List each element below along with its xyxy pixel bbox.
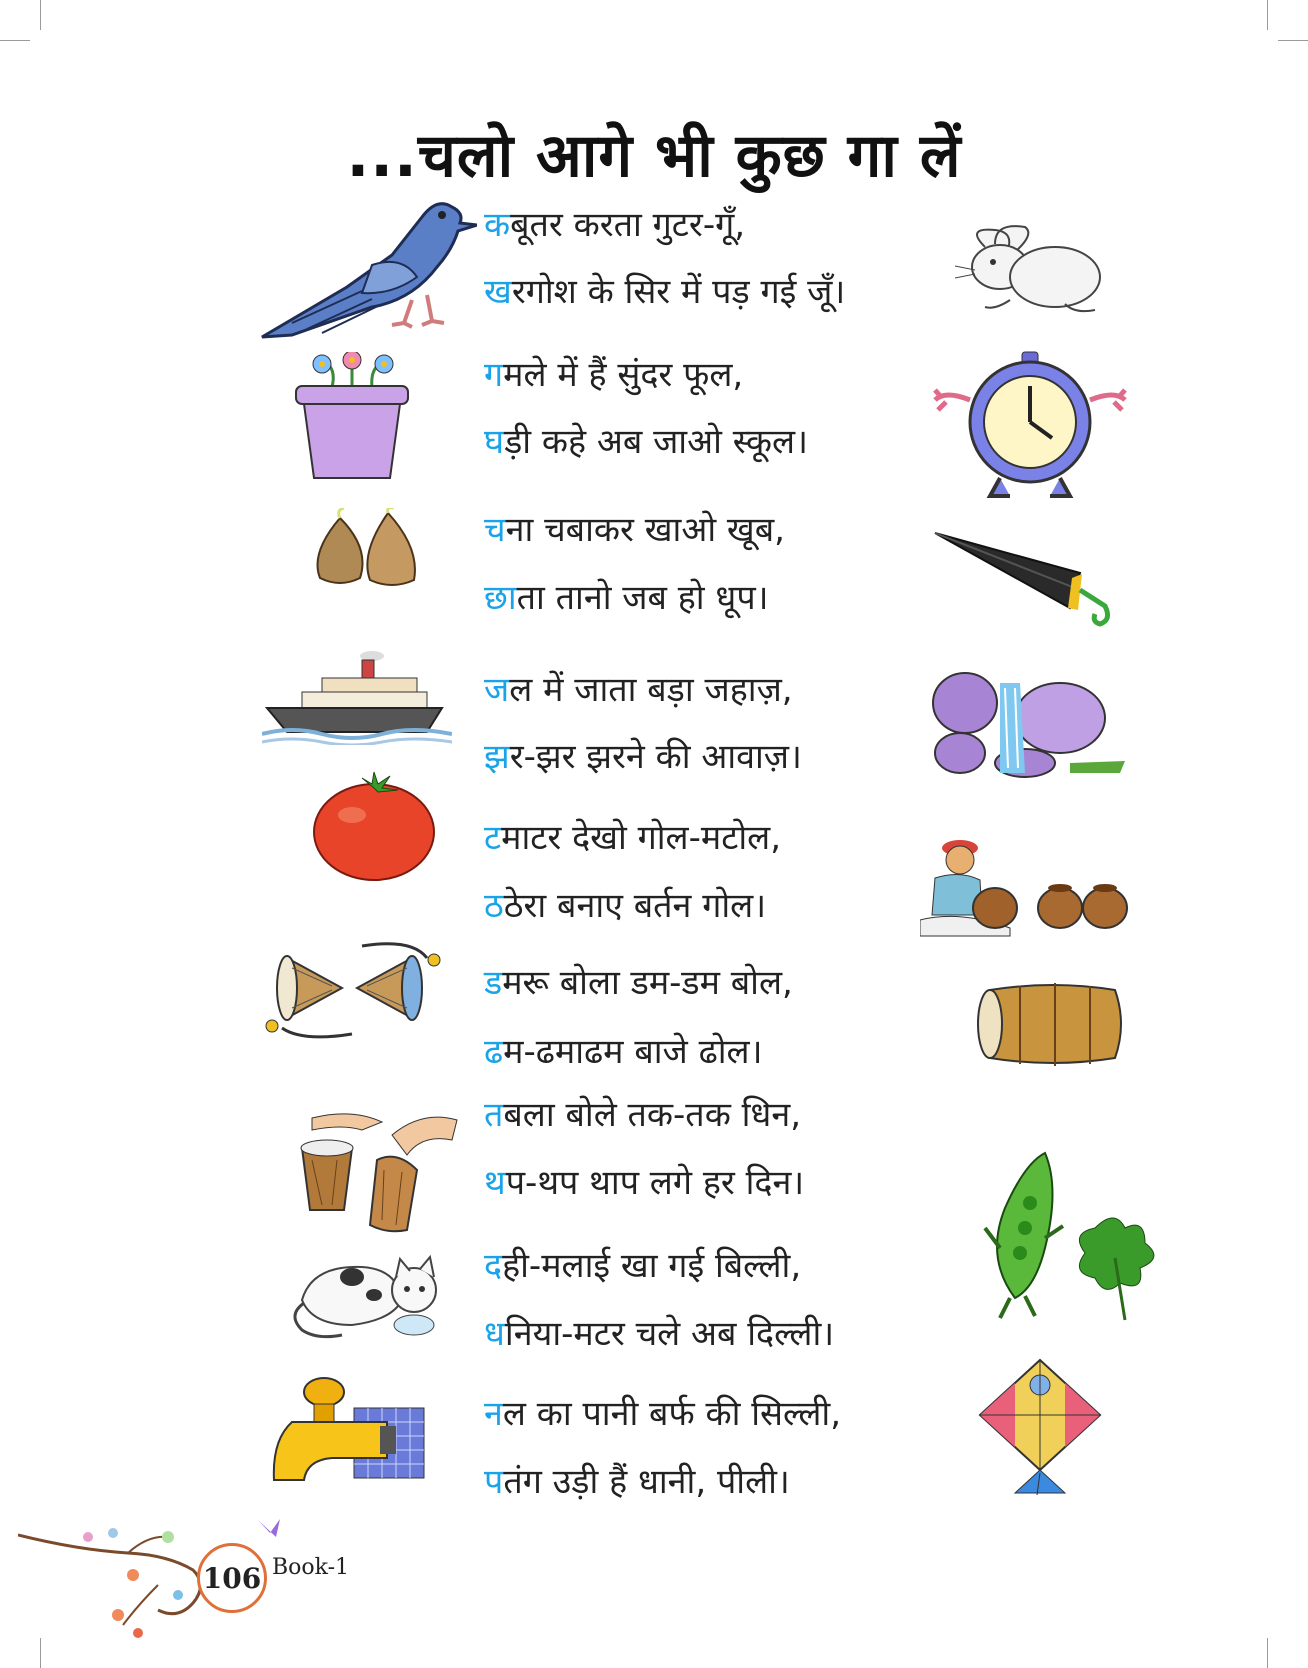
tap-illustration [262,1370,427,1500]
damru-illustration [262,938,442,1043]
potter-illustration [920,840,1130,940]
verse-line: धनिया-मटर चले अब दिल्ली। [484,1314,835,1354]
verse-line: डमरू बोला डम-डम बोल, [484,963,793,1003]
verse-line: ढम-ढमाढम बाजे ढोल। [484,1032,763,1072]
verse-line: दही-मलाई खा गई बिल्ली, [484,1246,802,1286]
verse-line: जल में जाता बड़ा जहाज़, [484,670,793,710]
pigeon-illustration [252,195,477,345]
crop-mark [1278,40,1308,41]
clock-illustration [930,350,1130,500]
waterfall-illustration [930,663,1125,778]
ship-illustration [262,650,452,745]
verse-line: थप-थप थाप लगे हर दिन। [484,1163,805,1203]
verse-line: झर-झर झरने की आवाज़। [484,737,802,777]
verse-line: पतंग उड़ी हैं धानी, पीली। [484,1462,790,1502]
verse-line: तबला बोले तक-तक धिन, [484,1095,802,1135]
verse-line: नल का पानी बर्फ की सिल्ली, [484,1394,842,1434]
cat-illustration [292,1245,442,1345]
book-label: Book-1 [272,1555,350,1580]
crop-mark [1267,0,1268,30]
peas-coriander-illustration [975,1148,1165,1323]
page-title: ...चलो आगे भी कुछ गा लें [346,121,962,191]
dhol-illustration [975,980,1130,1068]
flower-pot-illustration [292,352,412,482]
verse-line: टमाटर देखो गोल-मटोल, [484,818,782,858]
verse-line: चना चबाकर खाओ खूब, [484,510,785,550]
verse-line: खरगोश के सिर में पड़ गई जूँ। [484,272,846,312]
verse-line: गमले में हैं सुंदर फूल, [484,355,744,395]
verse-line: घड़ी कहे अब जाओ स्कूल। [484,422,808,462]
umbrella-illustration [930,528,1125,628]
crop-mark [0,40,30,41]
crop-mark [40,0,41,30]
verse-line: छाता तानो जब हो धूप। [484,578,769,618]
floral-vine-decoration [18,1515,318,1645]
verse-line: कबूतर करता गुटर-गूँ, [484,205,746,245]
gram-illustration [310,508,430,588]
page-number: 106 [197,1543,267,1613]
tomato-illustration [312,770,437,882]
crop-mark [1267,1638,1268,1668]
tabla-illustration [292,1100,467,1235]
verse-line: ठठेरा बनाए बर्तन गोल। [484,886,767,926]
rabbit-illustration [955,222,1105,317]
kite-illustration [975,1355,1105,1500]
